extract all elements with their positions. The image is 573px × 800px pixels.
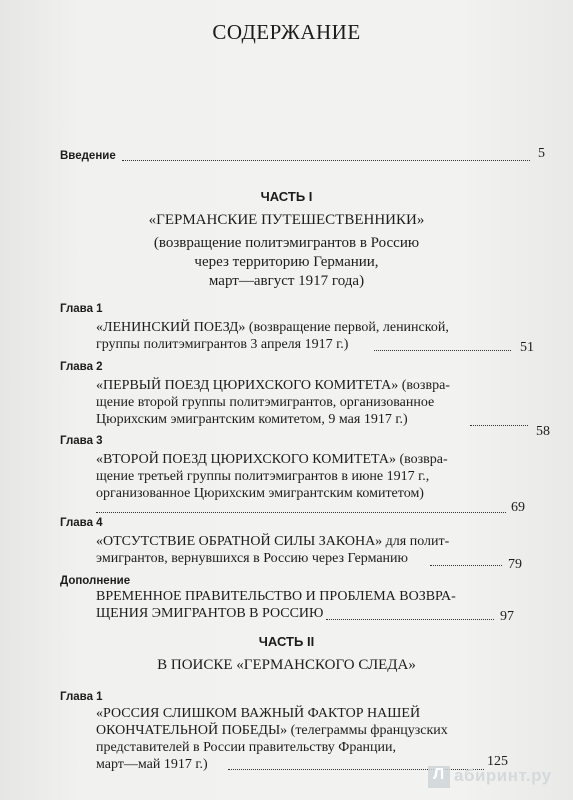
- toc-intro-page: 5: [538, 146, 545, 161]
- part-2-label: ЧАСТЬ II: [258, 634, 315, 649]
- toc-chapter-title-line: «ПЕРВЫЙ ПОЕЗД ЦЮРИХСКОГО КОМИТЕТА» (возвра-: [96, 378, 450, 393]
- part-1-subtitle-line: через территорию Германии,: [194, 254, 379, 270]
- toc-intro-leader: [122, 160, 530, 161]
- part-1-subtitle-line: (возвращение политэмигрантов в Россию: [153, 235, 420, 251]
- toc-chapter-title-line: представителей в России правительству Франции,: [96, 740, 397, 755]
- toc-appendix-label: Дополнение: [60, 575, 131, 587]
- toc-chapter-title-line: Цюрихским эмигрантским комитетом, 9 мая 1917 г.): [96, 412, 408, 427]
- toc-chapter-title-line: группы политэмигрантов 3 апреля 1917 г.): [96, 337, 349, 352]
- labirint-watermark: [428, 764, 568, 790]
- toc-leader: [96, 512, 506, 513]
- toc-chapter-title-line: «РОССИЯ СЛИШКОМ ВАЖНЫЙ ФАКТОР НАШЕЙ: [96, 706, 421, 721]
- toc-chapter-label: Глава 1: [60, 303, 103, 315]
- toc-chapter-label: Глава 4: [60, 517, 103, 529]
- toc-chapter-title-line: ОКОНЧАТЕЛЬНОЙ ПОБЕДЫ» (телеграммы французских: [96, 723, 448, 738]
- toc-chapter-title-line: организованное Цюрихским эмигрантским комитетом): [96, 486, 424, 501]
- toc-intro-label: Введение: [60, 150, 116, 162]
- toc-chapter-label: Глава 1: [60, 691, 103, 703]
- toc-leader: [326, 619, 494, 620]
- toc-chapter-page: 58: [536, 424, 550, 439]
- toc-chapter-title-line: март—май 1917 г.): [96, 757, 208, 772]
- toc-appendix-title-line: ВРЕМЕННОЕ ПРАВИТЕЛЬСТВО И ПРОБЛЕМА ВОЗВРА-: [96, 589, 456, 604]
- toc-leader: [470, 425, 528, 426]
- part-1-subtitle-line: март—август 1917 года): [208, 273, 365, 289]
- toc-appendix-title-line: ЩЕНИЯ ЭМИГРАНТОВ В РОССИЮ: [96, 606, 324, 621]
- watermark-text: абиринт.ру: [454, 766, 552, 785]
- toc-chapter-title-line: «ОТСУТСТВИЕ ОБРАТНОЙ СИЛЫ ЗАКОНА» для полит-: [96, 534, 450, 549]
- watermark-glyph: Л: [433, 766, 445, 783]
- part-1-heading: «ГЕРМАНСКИЕ ПУТЕШЕСТВЕННИКИ»: [148, 212, 425, 228]
- toc-leader: [430, 565, 502, 566]
- toc-chapter-page: 51: [520, 340, 534, 355]
- toc-chapter-title-line: щение третьей группы политэмигрантов в июне 1917 г.,: [96, 469, 430, 484]
- toc-chapter-title-line: «ВТОРОЙ ПОЕЗД ЦЮРИХСКОГО КОМИТЕТА» (возвра-: [96, 452, 448, 467]
- part-1-label: ЧАСТЬ I: [260, 189, 313, 204]
- toc-chapter-title-line: эмигрантов, вернувшихся в Россию через Германию: [96, 551, 408, 566]
- toc-chapter-page: 79: [508, 557, 522, 572]
- toc-chapter-page: 125: [487, 754, 508, 769]
- toc-appendix-page: 97: [500, 609, 514, 624]
- toc-leader: [374, 350, 511, 351]
- toc-chapter-label: Глава 3: [60, 435, 103, 447]
- part-2-heading: В ПОИСКЕ «ГЕРМАНСКОГО СЛЕДА»: [157, 657, 416, 673]
- toc-chapter-label: Глава 2: [60, 361, 103, 373]
- page-title: СОДЕРЖАНИЕ: [212, 20, 361, 44]
- toc-chapter-page: 69: [511, 500, 525, 515]
- toc-chapter-title-line: щение второй группы политэмигрантов, организованное: [96, 395, 435, 410]
- toc-chapter-title-line: «ЛЕНИНСКИЙ ПОЕЗД» (возвращение первой, ленинской,: [96, 320, 449, 335]
